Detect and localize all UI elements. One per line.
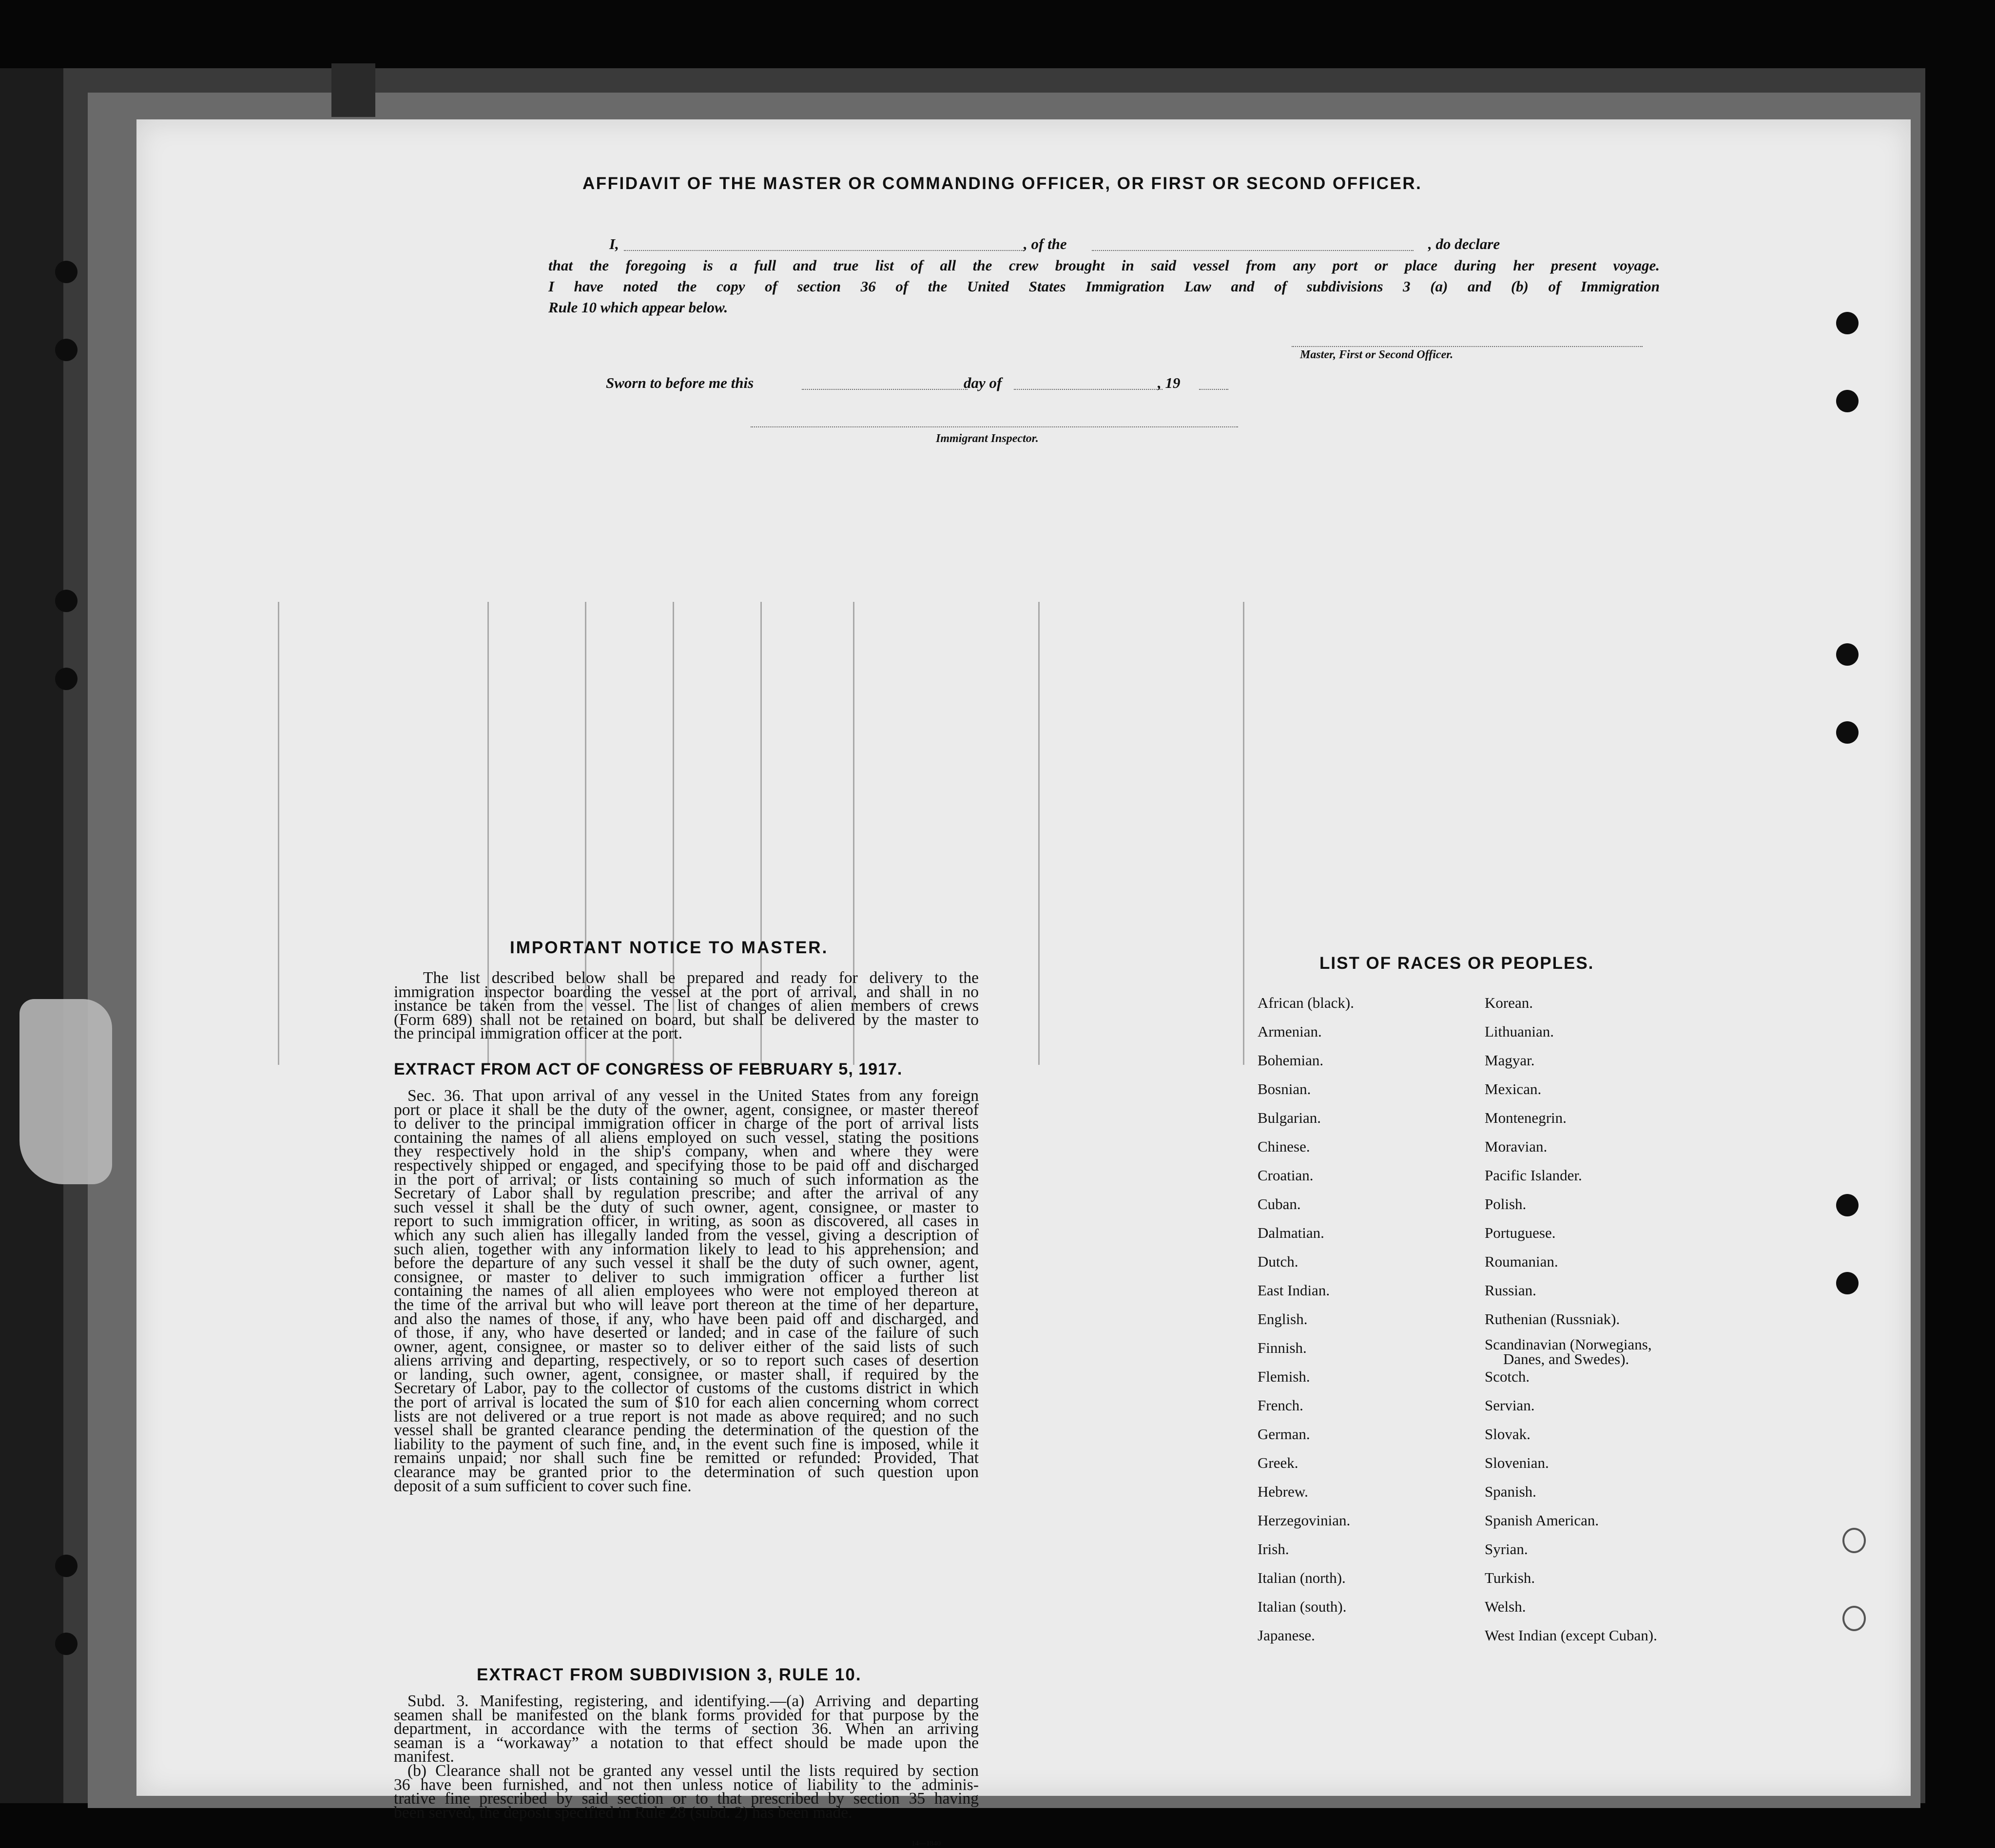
binder-spine [0, 68, 63, 1803]
punch-hole [1836, 1272, 1859, 1294]
act-line: lists are not delivered or a true report is not made as above required; and no such [394, 1407, 979, 1425]
race-left: Bosnian. [1258, 1080, 1311, 1097]
punch-hole-outline [1842, 1606, 1866, 1631]
faint-column-rule [1038, 602, 1040, 1065]
race-left: Bulgarian. [1258, 1109, 1321, 1126]
race-right: Lithuanian. [1485, 1023, 1554, 1040]
notice-line: (Form 689) shall not be retained on board, but shall be delivered by the master to [394, 1010, 979, 1029]
act-line: deposit of a sum sufficient to cover such fine. [394, 1477, 692, 1495]
act-line: liability to the payment of such fine, and, in the event such fine is imposed, while it [394, 1435, 979, 1453]
rule-line: Subd. 3. Manifesting, registering, and identifying.—(a) Arriving and departing [407, 1692, 979, 1710]
rule-line: been served, the deposit specified in Rule 28 (subd. 2) has been made. [394, 1803, 852, 1822]
act-line: they respectively hold in the ship's company, when and where they were [394, 1142, 979, 1161]
race-right: Ruthenian (Russniak). [1485, 1310, 1620, 1328]
notice-line: the principal immigration officer at the port. [394, 1024, 682, 1043]
year-label: , 19 [1158, 374, 1181, 391]
notice-body [394, 971, 979, 1041]
race-left: Cuban. [1258, 1195, 1301, 1213]
act-line: clearance may be granted prior to the determination of such question upon [394, 1463, 979, 1482]
race-left: Dalmatian. [1258, 1224, 1324, 1241]
act-line: the port of arrival is located the sum of $10 for each alien concerning whom correct [394, 1393, 979, 1412]
race-left: Finnish. [1258, 1339, 1307, 1356]
sworn-day-blank [802, 389, 968, 390]
race-right: Spanish. [1485, 1483, 1536, 1500]
race-right: Slovenian. [1485, 1454, 1549, 1471]
inspector-signature-line [751, 426, 1238, 427]
race-right: Montenegrin. [1485, 1109, 1567, 1126]
race-right: Welsh. [1485, 1598, 1526, 1615]
affidavit-page [136, 119, 1911, 1848]
race-left: Chinese. [1258, 1138, 1310, 1155]
act-line: respectively shipped or engaged, and specifying those to be paid off and discharged [394, 1156, 979, 1174]
act-line: Secretary of Labor shall by regulation prescribe; and after the arrival of any [394, 1184, 979, 1203]
act-line: before the departure of any such vessel it shall be the duty of such owner, agent, [394, 1254, 979, 1272]
notice-line: immigration inspector boarding the vessel at the port of arrival, and shall in no [394, 982, 979, 1001]
race-left: Bohemian. [1258, 1052, 1324, 1069]
race-left: Dutch. [1258, 1253, 1298, 1270]
punch-hole [55, 668, 77, 690]
punch-hole-outline [1842, 1528, 1866, 1553]
act-line: such vessel it shall be the duty of such owner, agent, consignee, or master to [394, 1198, 979, 1216]
race-left: Italian (north). [1258, 1569, 1346, 1586]
race-left: Armenian. [1258, 1023, 1322, 1040]
race-right: Magyar. [1485, 1052, 1535, 1069]
race-left: Greek. [1258, 1454, 1298, 1471]
punch-hole [1836, 312, 1859, 334]
race-right: Pacific Islander. [1485, 1167, 1582, 1184]
officer-signature-caption: Master, First or Second Officer. [1300, 348, 1453, 361]
race-left: Japanese. [1258, 1627, 1315, 1644]
race-right: Servian. [1485, 1397, 1535, 1414]
race-left: African (black). [1258, 994, 1354, 1011]
race-right: West Indian (except Cuban). [1485, 1627, 1657, 1644]
faint-column-rule [1243, 602, 1244, 1065]
torn-paper-fragment [19, 999, 112, 1184]
race-left: German. [1258, 1425, 1310, 1443]
binder-tab [331, 63, 375, 117]
notice-line: instance be taken from the vessel. The list of changes of alien members of crews [394, 997, 979, 1015]
race-right-continuation: Danes, and Swedes). [1503, 1350, 1629, 1367]
race-right: Portuguese. [1485, 1224, 1556, 1241]
rule-line: seamen shall be manifested on the blank forms provided for that purpose by the [394, 1706, 979, 1724]
affidavit-line-1: that the foregoing is a full and true list of all the crew brought in said vessel from any port or place during her present voyage. [548, 257, 1660, 274]
race-left: East Indian. [1258, 1282, 1330, 1299]
race-right: Polish. [1485, 1195, 1527, 1213]
punch-hole [55, 1555, 77, 1577]
race-left: English. [1258, 1310, 1308, 1328]
punch-hole [1836, 721, 1859, 744]
officer-signature-line [1292, 346, 1643, 347]
race-right: Russian. [1485, 1282, 1536, 1299]
rule-line: 36 have been furnished, and not then unless notice of liability to the adminis- [394, 1775, 979, 1794]
race-left: Herzegovinian. [1258, 1512, 1351, 1529]
act-line: consignee, or master to deliver to such immigration officer a further list [394, 1268, 979, 1286]
race-right: Korean. [1485, 994, 1533, 1011]
act-line: Secretary of Labor, pay to the collector of customs of the customs district in which [394, 1379, 979, 1398]
act-line: to deliver to the principal immigration officer in charge of the port of arrival lists [394, 1115, 979, 1133]
punch-hole [1836, 643, 1859, 666]
punch-hole [55, 590, 77, 612]
race-right: Roumanian. [1485, 1253, 1558, 1270]
act-line: and also the names of those, if any, who have been paid off and discharged, and [394, 1309, 979, 1328]
punch-hole [1836, 1194, 1859, 1216]
race-left: Hebrew. [1258, 1483, 1308, 1500]
sworn-year-blank [1199, 389, 1228, 390]
races-title: LIST OF RACES OR PEOPLES. [1319, 954, 1594, 973]
act-line: port or place it shall be the duty of the owner, agent, consignee, or master thereof [394, 1100, 979, 1119]
race-left: Italian (south). [1258, 1598, 1347, 1615]
race-right: Moravian. [1485, 1138, 1548, 1155]
inspector-caption: Immigrant Inspector. [936, 432, 1039, 445]
punch-hole [55, 1633, 77, 1655]
act-line: the time of the arrival but who will leave port thereon at the time of her departure, [394, 1295, 979, 1314]
race-right: Mexican. [1485, 1080, 1542, 1097]
name-blank [624, 250, 1024, 251]
rule-line: seaman is a “workaway” a notation to that effect should be made upon the [394, 1733, 979, 1752]
race-right: Spanish American. [1485, 1512, 1599, 1529]
affidavit-title: AFFIDAVIT OF THE MASTER OR COMMANDING OFFICER, OR FIRST OR SECOND OFFICER. [582, 174, 1422, 193]
act-line: in the port of arrival; or lists containing so much of such information as the [394, 1170, 979, 1189]
act-line: of those, if any, who have deserted or landed; and in case of the failure of such [394, 1324, 979, 1342]
race-left: Flemish. [1258, 1368, 1310, 1385]
punch-hole [55, 339, 77, 361]
affidavit-line-3: Rule 10 which appear below. [548, 299, 728, 316]
affidavit-do-declare: , do declare [1428, 235, 1500, 252]
act-line: containing the names of all alien employees who were not employed thereon at [394, 1282, 979, 1300]
rule-line: trative fine prescribed by said section or to that prescribed by section 35 having [394, 1790, 979, 1808]
act-line: aliens arriving and departing, respectively, or so to report such cases of desertion [394, 1351, 979, 1370]
act-line: vessel shall be granted clearance pending the determination of the question of the [394, 1421, 979, 1440]
affidavit-line-2: I have noted the copy of section 36 of the United States Immigration Law and of subdivisions 3 (a) and (b) of Immigration [548, 278, 1660, 295]
act-line: Sec. 36. That upon arrival of any vessel in the United States from any foreign [407, 1087, 979, 1105]
race-left: French. [1258, 1397, 1303, 1414]
rule-body [394, 1694, 979, 1820]
punch-hole [55, 261, 77, 283]
form-number: 14—1840 [911, 1840, 941, 1848]
act-body [394, 1089, 979, 1493]
affidavit-of-the: , of the [1024, 235, 1067, 252]
act-line: which any such alien has illegally landed from the vessel, giving a description of [394, 1226, 979, 1244]
race-left: Croatian. [1258, 1167, 1314, 1184]
vessel-blank [1092, 250, 1414, 251]
act-line: containing the names of all aliens employed on such vessel, stating the positions [394, 1128, 979, 1147]
affidavit-i: I, [609, 235, 619, 252]
act-line: remains unpaid; nor shall such fine be remitted or refunded: Provided, That [394, 1449, 979, 1467]
act-line: owner, agent, consignee, or master so to deliver either of the said lists of such [394, 1337, 979, 1356]
punch-hole [1836, 390, 1859, 412]
race-left: Irish. [1258, 1540, 1289, 1558]
rule-line: manifest. [394, 1748, 454, 1766]
act-line: or landing, such owner, agent, consignee, or master shall, if required by the [394, 1365, 979, 1384]
act-title: EXTRACT FROM ACT OF CONGRESS OF FEBRUARY 5, 1917. [394, 1060, 903, 1078]
day-of-label: day of [964, 374, 1002, 391]
race-right: Syrian. [1485, 1540, 1528, 1558]
act-line: report to such immigration officer, in writing, as soon as discovered, all cases in [394, 1212, 979, 1231]
notice-title: IMPORTANT NOTICE TO MASTER. [510, 938, 829, 957]
rule-title: EXTRACT FROM SUBDIVISION 3, RULE 10. [477, 1665, 862, 1684]
race-right: Turkish. [1485, 1569, 1535, 1586]
race-right: Slovak. [1485, 1425, 1530, 1443]
race-right: Scotch. [1485, 1368, 1530, 1385]
rule-line: (b) Clearance shall not be granted any vessel until the lists required by section [407, 1761, 979, 1780]
notice-line: The list described below shall be prepared and ready for delivery to the [423, 969, 979, 987]
act-line: such alien, together with any information likely to lead to his apprehension; and [394, 1240, 979, 1258]
rule-line: department, in accordance with the terms of section 36. When an arriving [394, 1720, 979, 1738]
sworn-label: Sworn to before me this [606, 374, 754, 391]
sworn-month-blank [1014, 389, 1162, 390]
faint-column-rule [278, 602, 279, 1065]
race-right: Scandinavian (Norwegians, [1485, 1336, 1652, 1353]
